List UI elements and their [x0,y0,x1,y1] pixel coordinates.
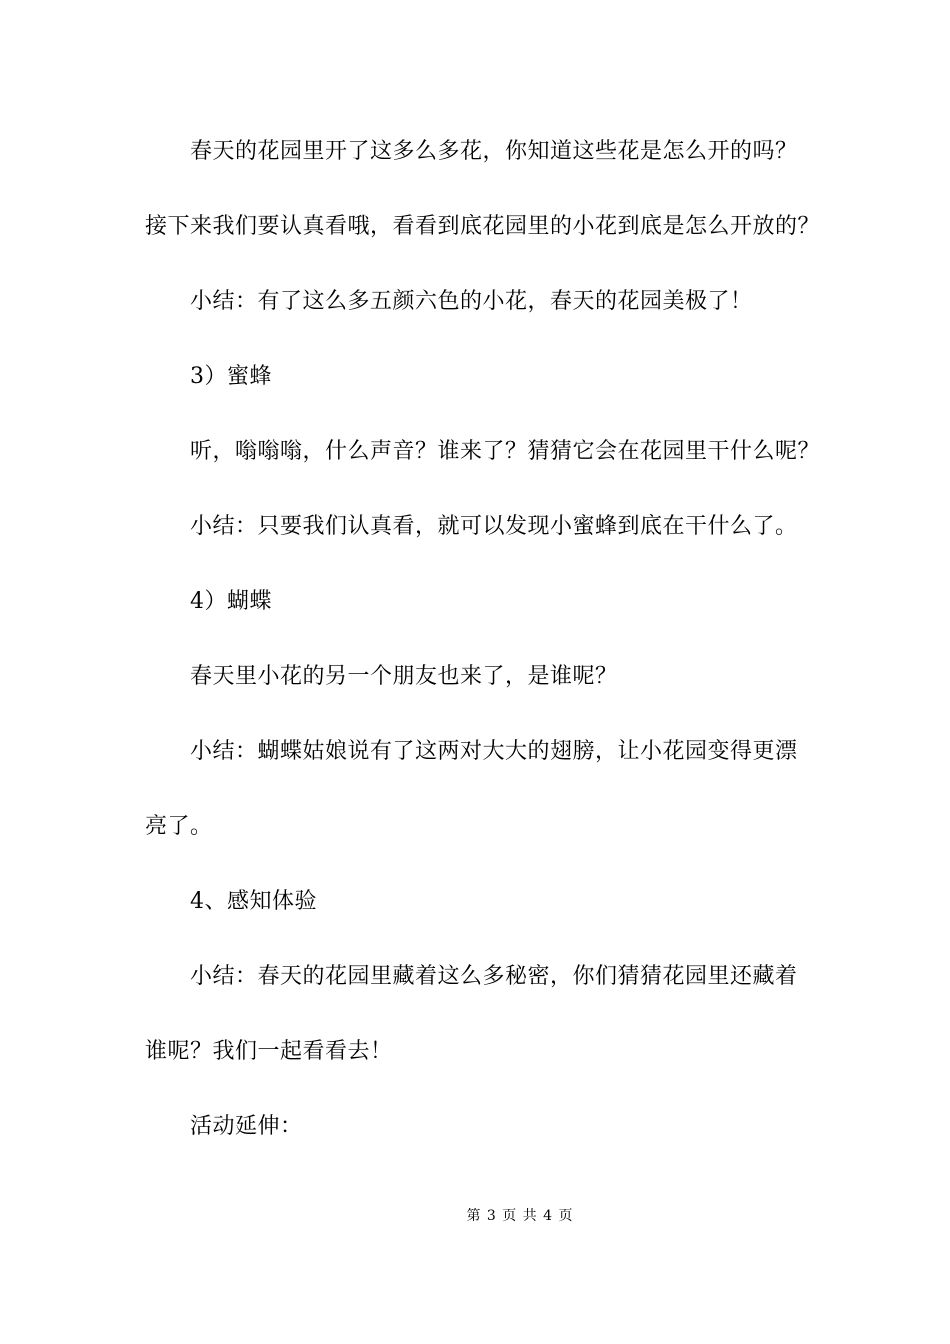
section-heading-experience: 4、感知体验 [190,889,317,914]
paragraph-intro-question: 春天的花园里开了这多么多花，你知道这些花是怎么开的吗？ [190,139,798,164]
section-heading-extension: 活动延伸： [190,1114,303,1139]
paragraph-summary-secrets-continuation: 谁呢？我们一起看看去！ [145,1039,393,1064]
page-number-footer: 第 3 页 共 4 页 [466,1208,574,1224]
section-heading-butterflies: 4）蝴蝶 [190,589,272,614]
paragraph-intro-continuation: 接下来我们要认真看哦，看看到底花园里的小花到底是怎么开放的？ [145,214,821,239]
paragraph-summary-flowers: 小结：有了这么多五颜六色的小花，春天的花园美极了！ [190,289,753,314]
paragraph-summary-secrets: 小结：春天的花园里藏着这么多秘密，你们猜猜花园里还藏着 [190,964,798,989]
paragraph-summary-bees: 小结：只要我们认真看，就可以发现小蜜蜂到底在干什么了。 [190,514,798,539]
section-heading-bees: 3）蜜蜂 [190,364,272,389]
paragraph-butterfly-question: 春天里小花的另一个朋友也来了，是谁呢？ [190,664,618,689]
paragraph-summary-butterflies: 小结：蝴蝶姑娘说有了这两对大大的翅膀，让小花园变得更漂 [190,739,798,764]
paragraph-summary-butterflies-continuation: 亮了。 [145,814,213,839]
paragraph-bee-question: 听，嗡嗡嗡，什么声音？谁来了？猜猜它会在花园里干什么呢？ [190,439,821,464]
